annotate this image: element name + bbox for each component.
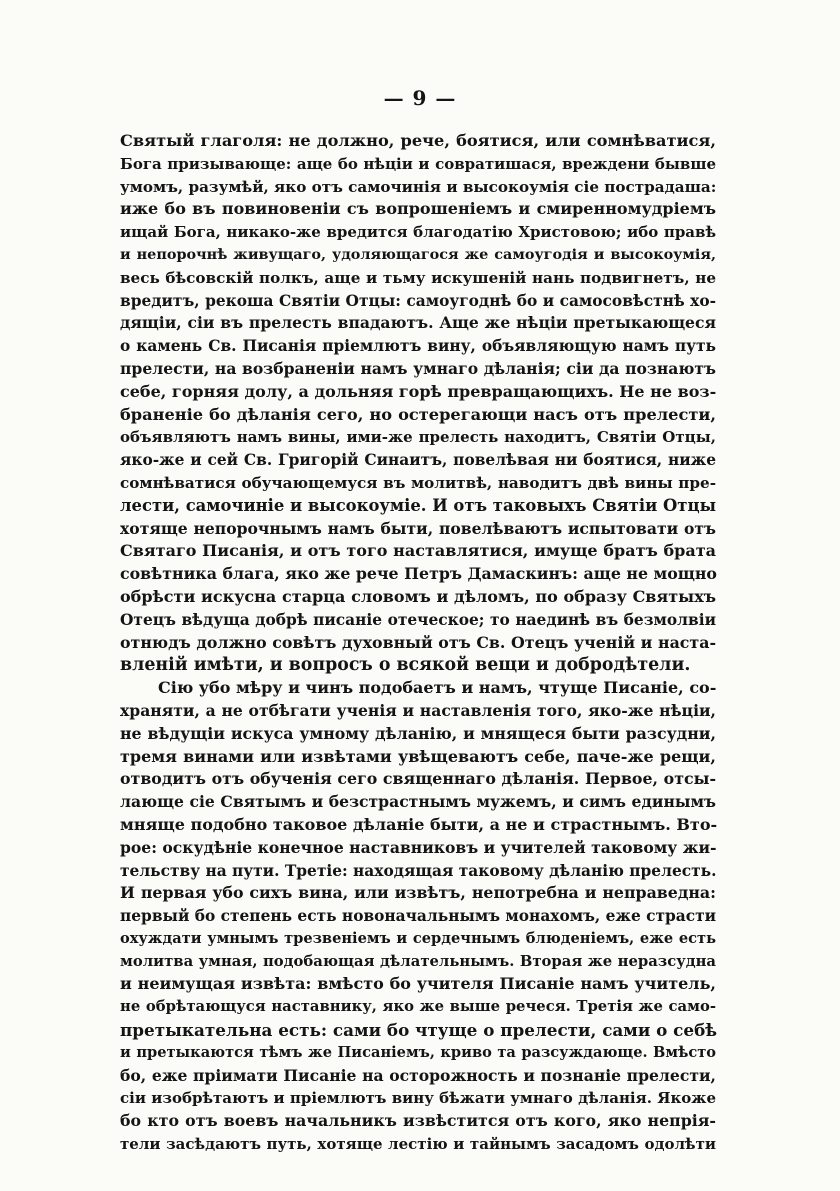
text-line: лающе сiе Святымъ и безстрастнымъ мужемъ, и симъ единымъ xyxy=(120,792,716,812)
text-line: Бога призывающе: аще бо нѣцiи и совратишася, вреждени бывше xyxy=(120,154,716,173)
text-line: и претыкаются тѣмъ же Писанiемъ, криво та разсуждающе. Вмѣсто xyxy=(120,1043,716,1061)
text-line: о камень Св. Писанiя прiемлютъ вину, объявляющую намъ путь xyxy=(120,337,716,356)
text-line: и неимущая извѣта: вмѣсто бо учителя Писанiе намъ учитель, xyxy=(120,974,716,994)
text-line: тельству на пути. Третiе: находящая таковому дѣланiю прелесть. xyxy=(120,861,717,880)
text-line: не вѣдущiи искуса умному дѣланiю, и мнящеся быти разсудни, xyxy=(120,723,716,743)
text-line: первый бо степень есть новоначальнымъ монахомъ, еже страсти xyxy=(120,907,717,926)
text-line: совѣтника блага, яко же рече Петръ Дамаскинъ: аще не мощно xyxy=(120,564,717,584)
text-line: тремя винами или извѣтами увѣщеваютъ себе, паче-же рещи, xyxy=(120,746,716,766)
text-line: храняти, а не отбѣгати ученiя и наставленiя того, яко-же нѣцiи, xyxy=(120,700,716,720)
text-line: дящiи, сiи въ прелесть впадаютъ. Аще же нѣцiи претыкающеся xyxy=(120,313,716,333)
text-line: отводитъ отъ обученiя сего священнагo дѣланiя. Первое, отсы- xyxy=(120,769,716,789)
text-line: умомъ, разумѣй, яко отъ самочинiя и высокоумiя сiе пострадаша: xyxy=(120,177,717,196)
text-line: не обрѣтающуся наставнику, яко же выше речеся. Третiя же само- xyxy=(120,998,716,1016)
text-line: Святаго Писанiя, и отъ того наставлятися, имуще братъ брата xyxy=(120,541,716,561)
text-line: вленiй имѣти, и вопросъ о всякой вещи и добродѣтели. xyxy=(120,655,691,676)
text-line: отнюдъ должно совѣтъ духовный отъ Св. Отецъ ученiй и наста- xyxy=(120,632,716,652)
text-line: браненiе бо дѣланiя сего, но остерегающи насъ отъ прелести, xyxy=(120,404,716,424)
text-line: рое: оскудѣнiе конечное наставниковъ и учителей таковому жи- xyxy=(120,837,717,857)
text-line: тели засѣдаютъ путь, хотяще лестiю и тайнымъ засадомъ одолѣти xyxy=(120,1135,716,1154)
text-line: сомнѣватися обучающемуся въ молитвѣ, наводитъ двѣ вины пре- xyxy=(120,473,716,492)
text-line: прелести, на возбраненiи намъ умнаго дѣланiя; сiи да познаютъ xyxy=(120,358,716,378)
text-line: хотяще непорочнымъ намъ быти, повелѣваютъ испытовати отъ xyxy=(120,518,716,538)
text-line: себе, горняя долу, а дольняя горѣ превращающихъ. Не не воз- xyxy=(120,381,717,401)
text-line: сiи изобрѣтаютъ и прiемлютъ вину бѣжати умнаго дѣланiя. Якоже xyxy=(120,1089,716,1108)
text-line: иже бо въ повиновенiи съ вопрошенiемъ и смиренномудрiемъ xyxy=(120,199,716,219)
text-line: обрѣсти искусна старца словомъ и дѣломъ, по образу Святыхъ xyxy=(120,586,716,606)
body-text xyxy=(120,130,716,1156)
text-line: вредитъ, рекоша Святiи Отцы: самоугоднѣ бо и самосовѣстнѣ хо- xyxy=(120,291,716,310)
page-number-header: — 9 — xyxy=(383,86,457,110)
text-line: объявляютъ намъ вины, ими-же прелесть находитъ, Святiи Отцы, xyxy=(120,428,716,447)
text-line: Святый глаголя: не должно, рече, боятися, или сомнѣватися, xyxy=(120,131,716,150)
text-line: яко-же и сей Св. Григорiй Синаитъ, повелѣвая ни боятися, ниже xyxy=(120,451,716,470)
text-line: Отецъ вѣдуща добрѣ писанiе отеческое; то наединѣ въ безмолвiи xyxy=(120,610,716,629)
text-line: Сiю убо мѣру и чинъ подобаетъ и намъ, чтуще Писанiе, со- xyxy=(158,678,717,698)
text-line: молитва умная, подобающая дѣлательнымъ. Вторая же неразсудна xyxy=(120,952,716,970)
text-line: лести, самочинiе и высокоумiе. И отъ таковыхъ Святiи Отцы xyxy=(120,495,716,515)
text-line: мняще подобно таковое дѣланiе быти, а не и страстнымъ. Вто- xyxy=(120,814,718,834)
text-line: бо, еже прiимати Писанiе на осторожность и познанiе прелести, xyxy=(120,1065,716,1085)
text-line: И первая убо сихъ вина, или извѣтъ, непотребна и неправедна: xyxy=(120,883,716,903)
text-line: бо кто отъ воевъ начальникъ извѣстится отъ кого, яко непрiя- xyxy=(120,1111,716,1131)
text-line: весь бѣсовскiй полкъ, аще и тьму искушенiй нань подвигнетъ, не xyxy=(120,268,716,287)
text-line: и непорочнѣ живущаго, удоляющагося же самоугодiя и высокоумiя, xyxy=(120,245,716,263)
text-line: претыкательна есть: сами бо чтуще о прелести, сами о себѣ xyxy=(120,1020,718,1041)
text-line: охуждати умнымъ трезвенiемъ и сердечнымъ блюденiемъ, еже есть xyxy=(120,929,716,947)
text-line: ищай Бога, никако-же вредится благодатiю Христовою; ибо правѣ xyxy=(120,223,716,242)
